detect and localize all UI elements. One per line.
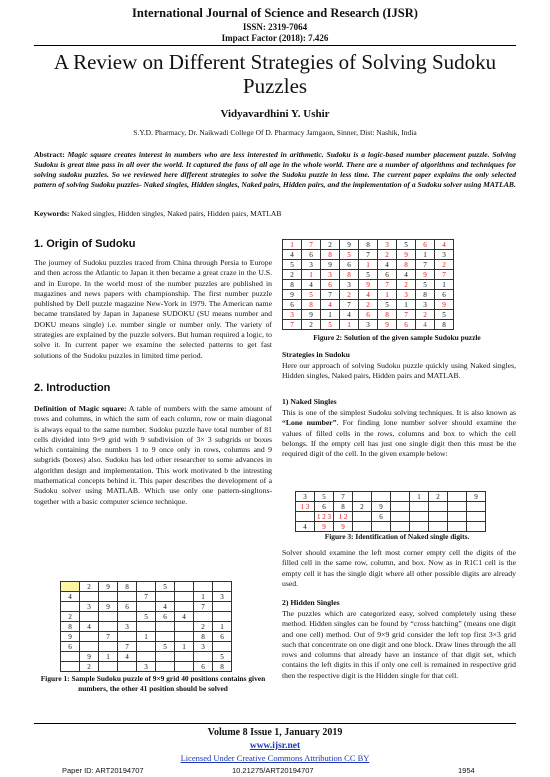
grid-cell: 5 <box>340 250 359 260</box>
figure3-caption: Figure 3: Identification of Naked single digits. <box>324 532 470 541</box>
grid-cell <box>61 662 80 672</box>
grid-cell <box>99 642 118 652</box>
grid-cell: 2 <box>416 310 435 320</box>
grid-row <box>61 642 232 652</box>
grid-cell: 8 <box>340 270 359 280</box>
section-origin-text: The journey of Sudoku puzzles traced from China through Persia to Europe and then across the Atlantic to Japan it then became a great craze in the U.S. and in Europe. In the world most of the number puzzles are published in magazines and news papers with championship. The first number puzzle published by Dell puzzle magazine New-York in 1979. The American name became translated by Japan in Japanese SUDOKU (SU means number and DOKU means single) i.e. number single or number only. The variety of strategies are explained by the puzzle solvers. But human required a logic, to solve it. In current paper we examine the selected patterns to get fast solutions of the Sudoku puzzles in limited time period. <box>34 258 272 360</box>
grid-cell: 3 <box>194 642 213 652</box>
figure1-puzzle-grid <box>60 581 232 672</box>
grid-cell: 8 <box>213 662 232 672</box>
grid-cell: 3 <box>80 602 99 612</box>
grid-cell: 8 <box>194 632 213 642</box>
impact-factor: Impact Factor (2018): 7.426 <box>221 33 329 43</box>
grid-cell <box>175 632 194 642</box>
grid-cell: 1 <box>194 592 213 602</box>
grid-cell: 3 <box>321 270 340 280</box>
grid-cell <box>194 652 213 662</box>
grid-cell: 9 <box>99 582 118 592</box>
grid-cell: 9 <box>435 300 454 310</box>
grid-cell: 7 <box>378 280 397 290</box>
grid-cell: 6 <box>156 612 175 622</box>
grid-cell: 8 <box>321 250 340 260</box>
grid-cell: 4 <box>61 592 80 602</box>
grid-cell: 4 <box>156 602 175 612</box>
grid-cell <box>213 602 232 612</box>
grid-cell: 7 <box>340 300 359 310</box>
grid-cell <box>213 612 232 622</box>
grid-cell: 4 <box>302 280 321 290</box>
grid-cell: 1 <box>410 492 429 502</box>
grid-cell: 3 <box>378 240 397 250</box>
affiliation: S.Y.D. Pharmacy, Dr. Naikwadi College Of D. Pharmacy Jamgaon, Sinner, Dist: Nashik, India <box>133 128 417 137</box>
grid-cell: 1 <box>302 270 321 280</box>
grid-cell: 3 <box>359 320 378 330</box>
doi: 10.21275/ART20194707 <box>232 766 314 775</box>
grid-row <box>283 240 454 250</box>
grid-cell: 1 <box>397 300 416 310</box>
grid-cell <box>467 502 486 512</box>
grid-cell: 6 <box>283 300 302 310</box>
grid-cell: 6 <box>372 512 391 522</box>
grid-cell: 7 <box>397 310 416 320</box>
grid-cell: 2 <box>397 280 416 290</box>
grid-cell: 6 <box>118 602 137 612</box>
grid-row <box>283 290 454 300</box>
grid-cell: 1 <box>340 320 359 330</box>
grid-cell: 6 <box>315 502 334 512</box>
grid-cell <box>372 492 391 502</box>
grid-cell: 1 <box>213 622 232 632</box>
grid-cell: 3 <box>397 290 416 300</box>
grid-cell: 2 <box>194 622 213 632</box>
grid-cell: 7 <box>99 632 118 642</box>
grid-row <box>296 512 486 522</box>
grid-cell: 9 <box>340 240 359 250</box>
grid-cell: 7 <box>321 290 340 300</box>
author-name: Vidyavardhini Y. Ushir <box>220 108 330 120</box>
grid-cell: 6 <box>194 662 213 672</box>
grid-cell <box>353 512 372 522</box>
grid-cell: 3 <box>283 310 302 320</box>
keywords-label: Keywords: <box>34 209 70 218</box>
grid-cell: 8 <box>359 240 378 250</box>
grid-cell: 2 <box>435 260 454 270</box>
grid-cell <box>194 612 213 622</box>
abstract <box>34 150 516 190</box>
grid-cell: 5 <box>315 492 334 502</box>
grid-cell: 1 <box>378 290 397 300</box>
grid-cell: 4 <box>435 240 454 250</box>
grid-cell: 8 <box>283 280 302 290</box>
grid-row <box>61 602 232 612</box>
grid-cell <box>175 582 194 592</box>
grid-cell: 4 <box>340 310 359 320</box>
issn: ISSN: 2319-7064 <box>242 22 308 32</box>
grid-row <box>283 300 454 310</box>
footer-url-link[interactable]: www.ijsr.net <box>249 741 301 751</box>
grid-cell <box>61 602 80 612</box>
grid-cell: 9 <box>359 280 378 290</box>
grid-cell: 5 <box>321 320 340 330</box>
grid-cell: 5 <box>137 612 156 622</box>
hidden-singles-heading: 2) Hidden Singles <box>282 598 340 607</box>
header-rule <box>34 45 516 46</box>
figure1-caption: Figure 1: Sample Sudoku puzzle of 9×9 grid 40 positions contains given numbers, the other 41 position should be solved <box>40 674 266 693</box>
strategies-text: Here our approach of solving Sudoku puzzle quickly using Naked singles, Hidden singles, Naked pairs, Hidden pairs and MATLAB. <box>282 361 516 381</box>
footer-rule <box>34 723 516 724</box>
grid-cell: 9 <box>321 260 340 270</box>
grid-cell <box>99 592 118 602</box>
grid-cell <box>175 602 194 612</box>
grid-row <box>296 492 486 502</box>
magic-square-term: Definition of Magic square: <box>34 404 127 413</box>
naked-text-b: . For finding lone number solver should examine the values of filled cells in the rows, columns and box to which the cell belongs. If the empty cell has just one single digit then this must be the required digit of the cell. In the given example below: <box>282 418 517 459</box>
grid-cell <box>391 522 410 532</box>
grid-cell: 5 <box>213 652 232 662</box>
grid-cell <box>194 582 213 592</box>
grid-cell: 7 <box>283 320 302 330</box>
grid-cell: 6 <box>359 310 378 320</box>
grid-cell: 7 <box>118 642 137 652</box>
grid-cell: 6 <box>435 290 454 300</box>
grid-cell: 1 <box>283 240 302 250</box>
grid-cell <box>410 512 429 522</box>
naked-singles-heading: 1) Naked Singles <box>282 397 337 406</box>
grid-cell: 5 <box>378 300 397 310</box>
grid-cell: 3 <box>435 250 454 260</box>
grid-row <box>61 582 232 592</box>
grid-cell <box>410 522 429 532</box>
grid-cell: 6 <box>213 632 232 642</box>
grid-cell: 9 <box>334 522 353 532</box>
grid-cell <box>372 522 391 532</box>
naked-text-a: This is one of the simplest Sudoku solving techniques. It is also known as <box>282 408 516 417</box>
grid-cell: 8 <box>61 622 80 632</box>
grid-cell: 4 <box>175 612 194 622</box>
grid-cell: 6 <box>321 280 340 290</box>
grid-cell: 1 <box>416 250 435 260</box>
grid-cell: 3 <box>118 622 137 632</box>
grid-cell: 6 <box>302 250 321 260</box>
grid-cell: 9 <box>397 250 416 260</box>
abstract-label: Abstract: <box>34 150 65 159</box>
grid-cell: 5 <box>359 270 378 280</box>
grid-cell <box>137 642 156 652</box>
grid-cell: 8 <box>397 260 416 270</box>
grid-cell: 1 <box>137 632 156 642</box>
grid-cell <box>448 502 467 512</box>
grid-cell: 2 <box>283 270 302 280</box>
grid-cell: 4 <box>321 300 340 310</box>
grid-cell <box>429 512 448 522</box>
grid-cell: 4 <box>397 270 416 280</box>
journal-name: International Journal of Science and Research (IJSR) <box>132 6 418 20</box>
grid-cell: 2 <box>353 502 372 512</box>
grid-cell: 4 <box>296 522 315 532</box>
grid-cell: 1 3 <box>296 502 315 512</box>
grid-row <box>61 632 232 642</box>
grid-cell: 5 <box>397 240 416 250</box>
naked-quote: “Lone number” <box>282 418 337 428</box>
grid-cell <box>137 602 156 612</box>
grid-cell: 9 <box>467 492 486 502</box>
grid-cell: 1 <box>359 260 378 270</box>
grid-cell: 4 <box>118 652 137 662</box>
grid-cell <box>467 522 486 532</box>
grid-cell: 8 <box>378 310 397 320</box>
grid-cell: 7 <box>334 492 353 502</box>
grid-cell: 5 <box>416 280 435 290</box>
grid-row <box>296 522 486 532</box>
grid-cell: 4 <box>80 622 99 632</box>
grid-cell <box>137 582 156 592</box>
grid-cell: 8 <box>416 290 435 300</box>
grid-row <box>283 260 454 270</box>
grid-row <box>283 270 454 280</box>
grid-cell <box>99 662 118 672</box>
grid-cell <box>118 632 137 642</box>
grid-cell <box>61 652 80 662</box>
page-number: 1954 <box>458 766 475 775</box>
grid-cell: 9 <box>315 522 334 532</box>
grid-cell: 1 2 <box>334 512 353 522</box>
magic-square-definition: A table of numbers with the same amount of rows and columns, in which the sum of each column, row or main diagonal is always equal to the same number. Sudoku puzzle have total number of 81 cells divided into 9×9 grid with 9 subdivision of 3× 3 subgrids or boxes which containing the numbers 1 to 9 once only in rows, columns and 9 subgrids (boxes) also. Sudoku has led other researcher to some advances in algorithm design and implementation. This work motivated b the intresting mathematical concepts behind it. This paper describes the development of a Sudoku solver using MATLAB. Which use only one pattern-singltons-together with a basic computer science technique. <box>34 404 272 506</box>
grid-cell <box>429 522 448 532</box>
grid-cell <box>118 592 137 602</box>
grid-cell: 3 <box>213 592 232 602</box>
grid-cell: 8 <box>118 582 137 592</box>
naked-singles-after-text: Solver should examine the left most corner empty cell the digits of the filled cell in the same row, column, and box. Now as in R1C1 cell is the empty cell it has the single digit where all other possible digits are already used. <box>282 548 516 588</box>
grid-cell: 3 <box>302 260 321 270</box>
grid-cell <box>80 612 99 622</box>
grid-cell: 9 <box>378 320 397 330</box>
grid-cell <box>80 592 99 602</box>
grid-cell <box>156 592 175 602</box>
grid-cell <box>391 502 410 512</box>
grid-row <box>283 320 454 330</box>
section-intro-heading: 2. Introduction <box>34 382 111 394</box>
grid-cell <box>156 622 175 632</box>
grid-cell: 3 <box>340 280 359 290</box>
grid-cell <box>80 642 99 652</box>
grid-cell: 2 <box>378 250 397 260</box>
grid-cell: 4 <box>378 260 397 270</box>
grid-cell <box>118 612 137 622</box>
grid-cell <box>61 582 80 592</box>
footer-volume: Volume 8 Issue 1, January 2019 <box>207 727 343 738</box>
keywords-text: Naked singles, Hidden singles, Naked pairs, Hidden pairs, MATLAB <box>71 209 282 218</box>
grid-cell: 4 <box>359 290 378 300</box>
grid-cell: 5 <box>283 260 302 270</box>
grid-cell <box>99 612 118 622</box>
grid-cell <box>467 512 486 522</box>
grid-cell <box>156 652 175 662</box>
grid-row <box>283 250 454 260</box>
grid-cell: 1 <box>435 280 454 290</box>
grid-cell <box>118 662 137 672</box>
grid-cell: 3 <box>137 662 156 672</box>
grid-cell: 7 <box>137 592 156 602</box>
grid-cell: 5 <box>156 642 175 652</box>
grid-cell: 9 <box>80 652 99 662</box>
grid-cell: 4 <box>283 250 302 260</box>
figure3-naked-single-grid <box>295 491 486 532</box>
grid-row <box>283 280 454 290</box>
grid-cell <box>175 622 194 632</box>
grid-cell <box>296 512 315 522</box>
grid-cell: 5 <box>435 310 454 320</box>
grid-cell <box>410 502 429 512</box>
grid-cell: 2 <box>321 240 340 250</box>
grid-row <box>283 310 454 320</box>
grid-cell: 2 <box>302 320 321 330</box>
keywords <box>34 209 516 218</box>
grid-cell: 5 <box>156 582 175 592</box>
section-origin-heading: 1. Origin of Sudoku <box>34 238 136 250</box>
grid-cell <box>353 492 372 502</box>
grid-cell <box>429 502 448 512</box>
grid-cell: 6 <box>340 260 359 270</box>
grid-cell <box>175 652 194 662</box>
grid-cell <box>156 662 175 672</box>
grid-cell: 6 <box>397 320 416 330</box>
grid-cell: 2 <box>80 582 99 592</box>
grid-cell: 6 <box>61 642 80 652</box>
naked-singles-text <box>282 408 516 459</box>
grid-cell: 4 <box>416 320 435 330</box>
grid-cell: 2 <box>61 612 80 622</box>
grid-cell: 8 <box>302 300 321 310</box>
grid-cell <box>99 622 118 632</box>
grid-cell: 1 <box>175 642 194 652</box>
grid-cell: 7 <box>416 260 435 270</box>
grid-row <box>296 502 486 512</box>
grid-cell: 9 <box>372 502 391 512</box>
grid-cell: 1 2 3 <box>315 512 334 522</box>
grid-cell: 9 <box>61 632 80 642</box>
grid-cell <box>175 592 194 602</box>
grid-cell <box>448 492 467 502</box>
grid-cell <box>137 622 156 632</box>
footer-license-link[interactable]: Licensed Under Creative Commons Attribution CC BY <box>180 753 370 763</box>
grid-cell: 7 <box>435 270 454 280</box>
grid-row <box>61 662 232 672</box>
grid-cell: 7 <box>302 240 321 250</box>
grid-cell <box>353 522 372 532</box>
grid-cell <box>156 632 175 642</box>
grid-cell: 2 <box>429 492 448 502</box>
grid-row <box>61 622 232 632</box>
grid-row <box>61 652 232 662</box>
paper-id: Paper ID: ART20194707 <box>62 766 144 775</box>
grid-cell <box>213 642 232 652</box>
grid-cell <box>448 512 467 522</box>
grid-cell: 2 <box>359 300 378 310</box>
figure2-caption: Figure 2: Solution of the given sample Sudoku puzzle <box>313 333 481 342</box>
grid-cell: 2 <box>80 662 99 672</box>
grid-cell: 8 <box>435 320 454 330</box>
grid-row <box>61 612 232 622</box>
grid-cell: 7 <box>359 250 378 260</box>
grid-cell <box>213 582 232 592</box>
strategies-heading: Strategies in Sudoku <box>282 350 350 359</box>
grid-cell: 8 <box>334 502 353 512</box>
grid-cell: 3 <box>416 300 435 310</box>
grid-row <box>61 592 232 602</box>
grid-cell: 2 <box>340 290 359 300</box>
grid-cell: 5 <box>302 290 321 300</box>
grid-cell <box>175 662 194 672</box>
grid-cell <box>137 652 156 662</box>
grid-cell: 1 <box>99 652 118 662</box>
grid-cell <box>448 522 467 532</box>
grid-cell: 1 <box>321 310 340 320</box>
grid-cell: 7 <box>194 602 213 612</box>
paper-title: A Review on Different Strategies of Solving Sudoku Puzzles <box>53 50 497 98</box>
section-intro-text <box>34 404 272 507</box>
abstract-text: Magic square creates interest in numbers who are less interested in arithmetic. Sudoku is a logic-based number placement puzzle. Solving Sudoku is great time pass in all over the world. It captured the fans of all age in the whole world. There are a number of algorithms and techniques for solving sudoku puzzles. So we reviewed here different strategies to solve the Sudoku puzzle in less time. The current paper explains the only selected pattern of solving Sudoku puzzles- Naked singles, Hidden singles, Naked pairs, Hidden pairs, and the implementation of a Sudoku solver using MATLAB. <box>34 150 516 189</box>
grid-cell: 6 <box>416 240 435 250</box>
grid-cell: 3 <box>296 492 315 502</box>
grid-cell <box>391 512 410 522</box>
grid-cell <box>80 632 99 642</box>
grid-cell: 9 <box>283 290 302 300</box>
grid-cell <box>391 492 410 502</box>
grid-cell: 9 <box>416 270 435 280</box>
hidden-singles-text: The puzzles which are categorized easy, solved completely using these method. Hidden singles can be found by “cross hatching” (means one digit and one cell) method. Out of 9×9 grid consider the left top first 3×3 grid such that concentrate on one digit and one block. Draw lines through the all rows and columns that already have an instance of that digit set, which contains the left digits in this if only one cell is remained in respective grid then the respective digit is the Hidden single for that cell. <box>282 609 516 680</box>
grid-cell: 9 <box>302 310 321 320</box>
grid-cell: 9 <box>99 602 118 612</box>
figure2-solution-grid <box>282 239 454 330</box>
grid-cell: 6 <box>378 270 397 280</box>
